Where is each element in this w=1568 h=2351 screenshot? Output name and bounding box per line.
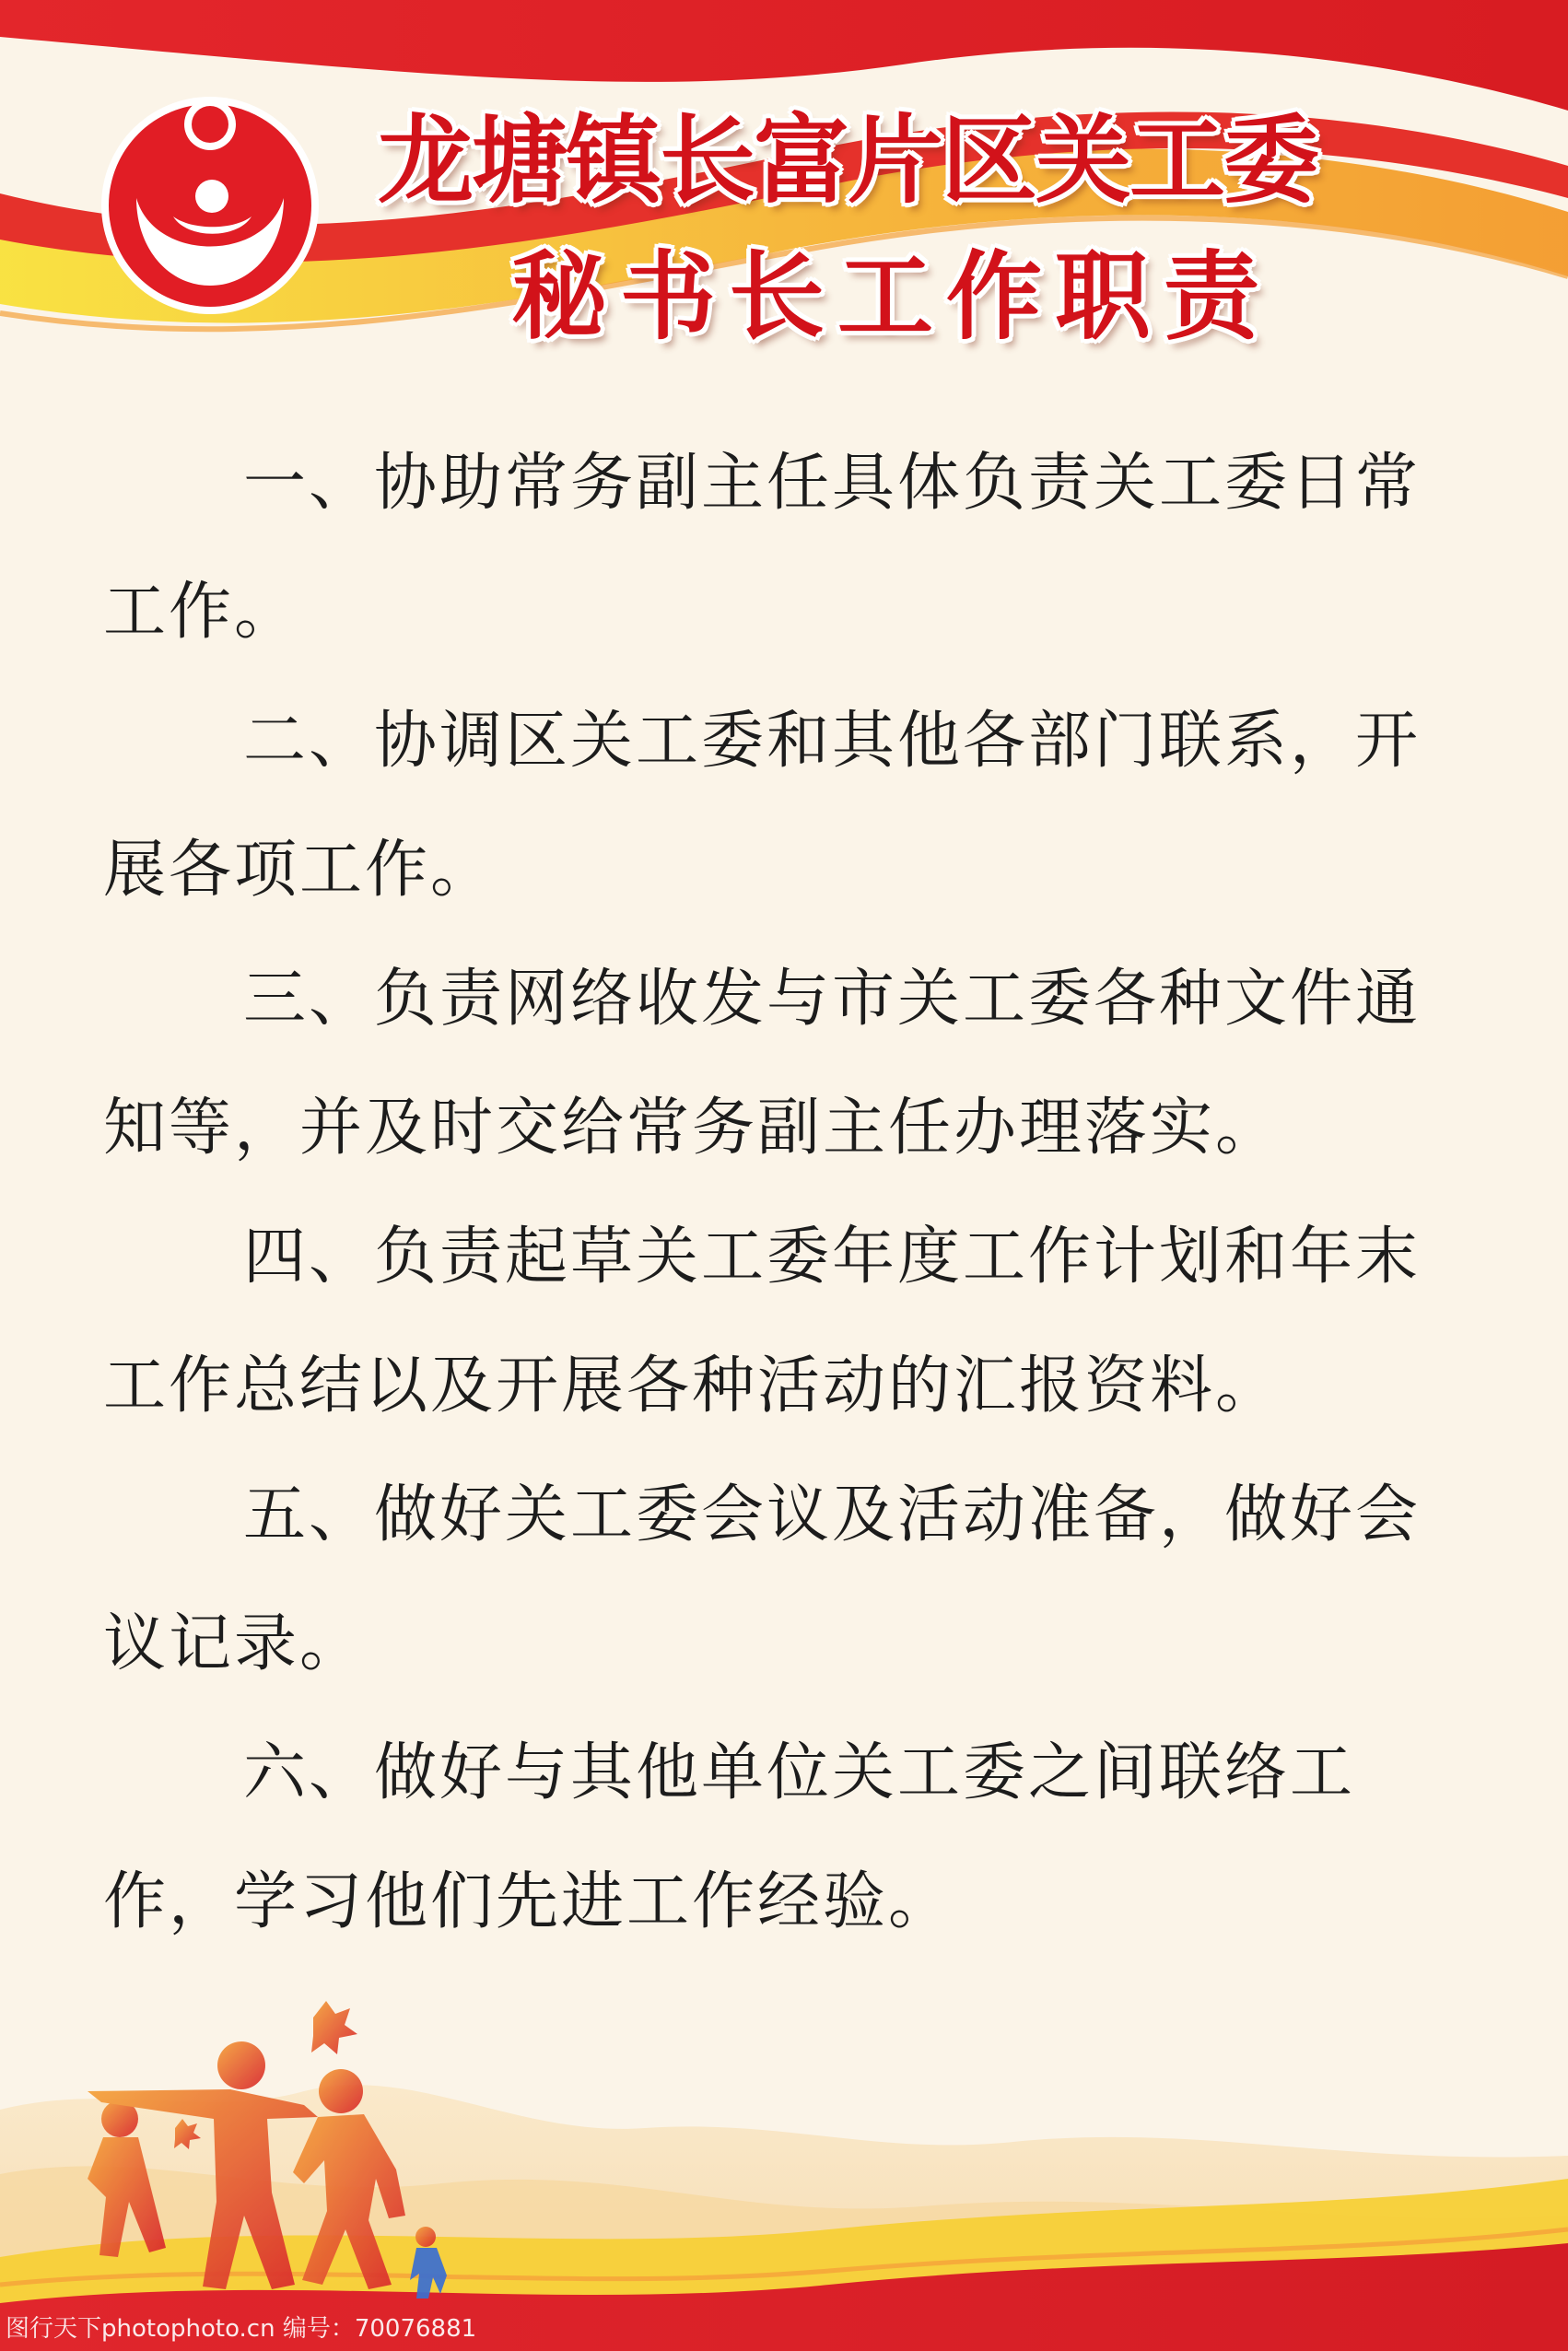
duty-item: 六、做好与其他单位关工委之间联络工作，学习他们先进工作经验。: [103, 1737, 1356, 1938]
duty-item: 四、负责起草关工委年度工作计划和年末工作总结以及开展各种活动的汇报资料。: [103, 1221, 1422, 1422]
page-title: 龙塘镇长富片区关工委: [378, 104, 1318, 216]
guangongwei-logo-icon: [99, 88, 321, 318]
duty-item: 五、做好关工委会议及活动准备，做好会议记录。: [103, 1479, 1422, 1680]
page-subtitle: 秘书长工作职责: [511, 240, 1273, 353]
watermark-text: 图行天下photophoto.cn 编号：70076881: [6, 2315, 477, 2343]
duty-item: 二、协调区关工委和其他各部门联系，开展各项工作。: [103, 705, 1422, 906]
duty-item: 一、协助常务副主任具体负责关工委日常工作。: [103, 447, 1422, 649]
footer-silhouette-decoration: [0, 1981, 1568, 2351]
duty-item: 三、负责网络收发与市关工委各种文件通知等，并及时交给常务副主任办理落实。: [103, 963, 1422, 1164]
duties-list: [103, 419, 1469, 1967]
